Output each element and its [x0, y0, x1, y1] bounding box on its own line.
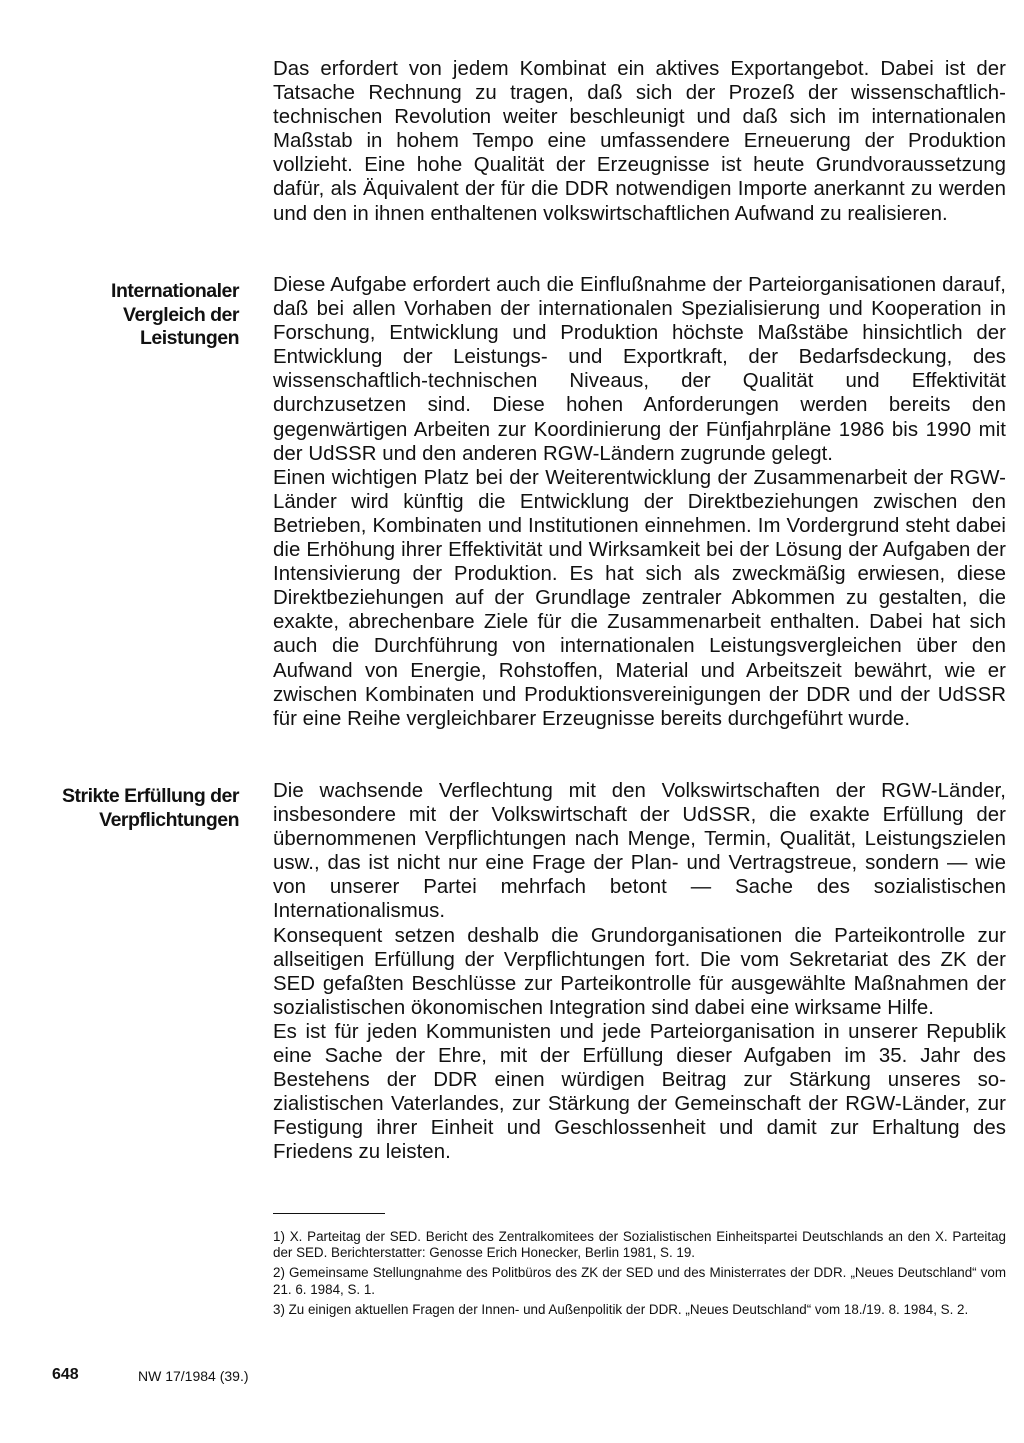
section-intro: [273, 57, 1006, 226]
body-paragraph: Einen wichtigen Platz bei der Weiterentwicklung der Zusammenarbeit der RGW-Länder wird künftig die Entwicklung der Direktbeziehungen zwischen den Betrieben, Kombinaten und Institutionen einnehmen. Im Vordergrund steht dabei die Erhöhung ihrer Effektivität und Wirksamkeit bei der Lösung der Aufgaben der Intensivierung der Produktion. Es hat sich als zweckmäßig erwiesen, diese Direktbeziehungen auf der Grundlage zentraler Abkommen zu gestalten, die exakte, abrechenbare Ziele für die Zusammenarbeit enthalten. Dabei hat sich auch die Durchführung von internationalen Leistungsvergleichen über den Aufwand von Energie, Rohstoffen, Material und Arbeitszeit bewährt, wie er zwischen Kombinaten und Produktionsvereinigungen der DDR und der UdSSR für eine Reihe vergleichbarer Erzeugnisse bereits durchgeführt wurde.: [273, 466, 1006, 730]
footnote-3: 3) Zu einigen aktuellen Fragen der Innen- und Außenpolitik der DDR. „Neues Deutschland“ vom 18./19. 8. 1984, S. 2.: [273, 1301, 969, 1317]
section-strikte-erfuellung: [273, 779, 1006, 1165]
margin-heading-strikte-erfuellung: Strikte Erfüllung der Verpflichtungen: [62, 785, 239, 831]
page-number: 648: [52, 1366, 79, 1383]
margin-heading-internationaler-vergleich: Internationaler Vergleich der Leistungen: [111, 280, 239, 349]
issue-label: NW 17/1984 (39.): [138, 1368, 249, 1384]
body-paragraph: Diese Aufgabe erfordert auch die Einflußnahme der Parteiorganisationen darauf, daß bei allen Vorhaben der internationalen Spezialisierung und Kooperation in Forschung, Entwicklung und Produktion höchste Maßstäbe hinsichtlich der Entwicklung der Leistungs- und Exportkraft, der Bedarfsdeckung, des wissenschaftlich-technischen Niveaus, der Qualität und Effektivität durchzusetzen sind. Diese hohen Anforderungen werden bereits den gegenwärtigen Arbeiten zur Koordinierung der Fünfjahrpläne 1986 bis 1990 mit der UdSSR und den anderen RGW-Ländern zugrunde gelegt.: [273, 274, 1006, 465]
body-paragraph: Es ist für jeden Kommunisten und jede Parteiorganisation in unserer Republik eine Sache der Ehre, mit der Erfüllung dieser Aufgaben im 35. Jahr des Bestehens der DDR einen würdigen Beitrag zur Stärkung unseres sozialistischen Vaterlandes, zur Stärkung der Gemeinschaft der RGW-Länder, zur Festigung ihrer Einheit und Geschlossenheit und damit zur Erhaltung des Friedens zu leisten.: [273, 1020, 1006, 1164]
footnote-2: 2) Gemeinsame Stellungnahme des Politbüros des ZK der SED und des Ministerrates der DDR. „Neues Deutschland“ vom 21. 6. 1984, S. 1.: [273, 1265, 1006, 1297]
footnotes: [273, 1229, 1006, 1322]
body-paragraph: Das erfordert von jedem Kombinat ein aktives Exportangebot. Dabei ist der Tatsache Rechnung zu tragen, daß sich der Prozeß der wissenschaftlich-technischen Revolution weiter beschleunigt und daß sich im internationalen Maßstab in hohem Tempo eine umfassendere Erneuerung der Produktion vollzieht. Eine hohe Qualität der Erzeugnisse ist heute Grundvoraussetzung dafür, als Äquivalent der für die DDR notwendigen Importe anerkannt zu werden und den in ihnen enthaltenen volkswirtschaftlichen Aufwand zu realisieren.: [273, 58, 1006, 225]
body-paragraph: Die wachsende Verflechtung mit den Volkswirtschaften der RGW-Länder, insbesondere mit der Volkswirtschaft der UdSSR, die exakte Erfüllung der übernommenen Verpflichtungen nach Menge, Termin, Qualität, Leistungszielen usw., das ist nicht nur eine Frage der Plan- und Vertragstreue, sondern — wie von unserer Partei mehrfach betont — Sache des sozialistischen Internationalismus.: [273, 780, 1006, 923]
footnote-1: 1) X. Parteitag der SED. Bericht des Zentralkomitees der Sozialistischen Einheitspartei Deutschlands an den X. Parteitag der SED. Berichterstatter: Genosse Erich Honecker, Berlin 1981, S. 19.: [273, 1229, 1006, 1261]
body-paragraph: Konsequent setzen deshalb die Grundorganisationen die Parteikontrolle zur allseitigen Erfüllung der Verpflichtungen fort. Die vom Sekretariat des ZK der SED gefaßten Beschlüsse zur Parteikontrolle für ausgewählte Maßnahmen der sozialistischen ökonomischen Integration sind dabei eine wirksame Hilfe.: [273, 924, 1006, 1019]
footnote-divider: [273, 1213, 385, 1214]
section-internationaler-vergleich: [273, 273, 1006, 731]
